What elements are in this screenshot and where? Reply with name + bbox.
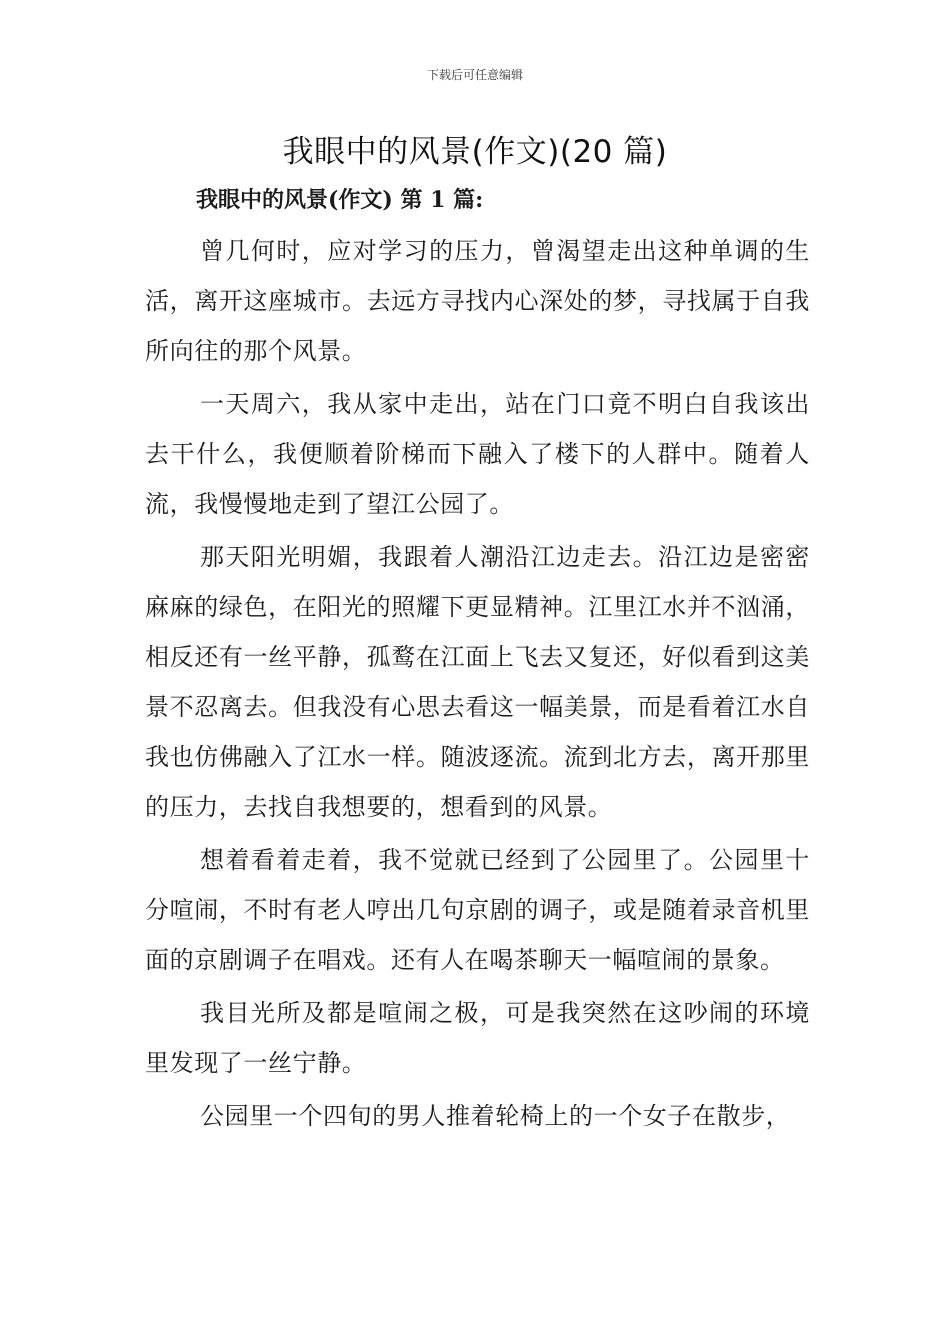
paragraph: 公园里一个四旬的男人推着轮椅上的一个女子在散步， [200,1102,791,1130]
paragraph: 那天阳光明媚，我跟着人潮沿江边走去。沿江边是密密麻麻的绿色，在阳光的照耀下更显精神。江里江水并不汹涌，相反还有一丝平静，孤鹜在江面上飞去又复还，好似看到这美景不忍离去。但我没有心思去看这一幅美景，而是看着江水自我也仿佛融入了江水一样。随波逐流。流到北方去，离开那里的压力，去找自我想要的，想看到的风景。 [145,543,810,821]
paragraph: 想着看着走着，我不觉就已经到了公园里了。公园里十分喧闹，不时有老人哼出几句京剧的调子，或是随着录音机里面的京剧调子在唱戏。还有人在喝茶聊天一幅喧闹的景象。 [145,846,810,974]
section-heading: 我眼中的风景(作文) 第 1 篇: [196,187,484,213]
document-body [145,226,810,1144]
document-title: 我眼中的风景(作文)(20 篇) [282,134,668,170]
paragraph: 我目光所及都是喧闹之极，可是我突然在这吵闹的环境里发现了一丝宁静。 [145,999,810,1077]
paragraph: 曾几何时，应对学习的压力，曾渴望走出这种单调的生活，离开这座城市。去远方寻找内心深处的梦，寻找属于自我所向往的那个风景。 [145,237,810,365]
paragraph: 一天周六，我从家中走出，站在门口竟不明白自我该出去干什么，我便顺着阶梯而下融入了楼下的人群中。随着人流，我慢慢地走到了望江公园了。 [145,390,810,518]
header-note: 下载后可任意编辑 [426,68,523,82]
